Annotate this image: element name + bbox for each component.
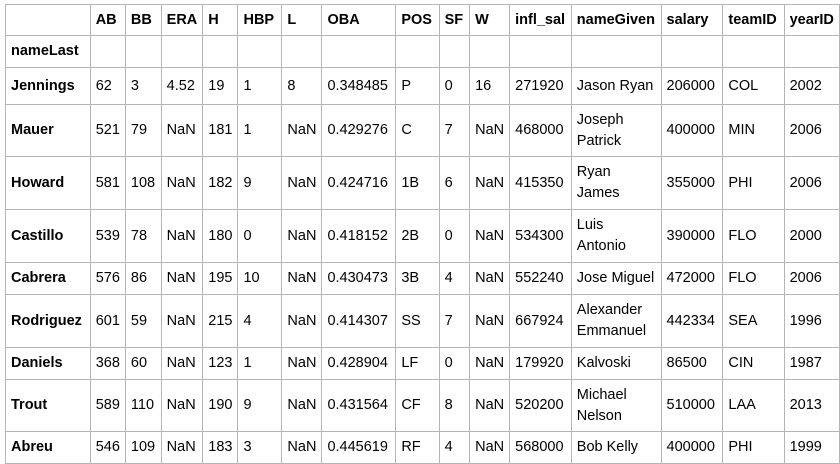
cell-w: NaN xyxy=(470,105,510,157)
cell-infl-sal: 468000 xyxy=(510,105,572,157)
cell-salary: 510000 xyxy=(661,380,723,432)
empty-cell xyxy=(784,36,839,68)
cell-yearid: 2006 xyxy=(784,157,839,210)
cell-infl-sal: 271920 xyxy=(510,68,572,105)
cell-ab: 521 xyxy=(90,105,125,157)
table-row xyxy=(6,380,840,432)
cell-pos: 1B xyxy=(396,157,439,210)
cell-sf: 4 xyxy=(439,263,470,295)
cell-teamid: PHI xyxy=(723,157,784,210)
cell-bb: 78 xyxy=(125,210,161,263)
cell-teamid: FLO xyxy=(723,263,784,295)
empty-cell xyxy=(439,36,470,68)
table-body xyxy=(6,68,840,464)
empty-cell xyxy=(90,36,125,68)
cell-l: NaN xyxy=(282,210,322,263)
column-header-salary: salary xyxy=(661,5,723,36)
column-header-h: H xyxy=(203,5,238,36)
table-row xyxy=(6,263,840,295)
cell-yearid: 1996 xyxy=(784,295,839,348)
cell-teamid: FLO xyxy=(723,210,784,263)
row-index-label: Daniels xyxy=(6,348,91,380)
row-index-label: Mauer xyxy=(6,105,91,157)
cell-l: NaN xyxy=(282,105,322,157)
cell-ab: 368 xyxy=(90,348,125,380)
cell-era: NaN xyxy=(161,263,203,295)
column-header-teamid: teamID xyxy=(723,5,784,36)
cell-bb: 60 xyxy=(125,348,161,380)
cell-hbp: 9 xyxy=(238,157,282,210)
cell-era: NaN xyxy=(161,380,203,432)
table-row xyxy=(6,105,840,157)
cell-era: NaN xyxy=(161,105,203,157)
row-index-label: Cabrera xyxy=(6,263,91,295)
table-header xyxy=(6,5,840,68)
empty-cell xyxy=(161,36,203,68)
cell-sf: 0 xyxy=(439,68,470,105)
cell-infl-sal: 552240 xyxy=(510,263,572,295)
cell-infl-sal: 568000 xyxy=(510,432,572,464)
cell-ab: 539 xyxy=(90,210,125,263)
cell-teamid: LAA xyxy=(723,380,784,432)
cell-namegiven: Luis Antonio xyxy=(571,210,661,263)
empty-cell xyxy=(238,36,282,68)
cell-w: NaN xyxy=(470,348,510,380)
cell-sf: 7 xyxy=(439,295,470,348)
column-header-infl-sal: infl_sal xyxy=(510,5,572,36)
cell-hbp: 4 xyxy=(238,295,282,348)
empty-cell xyxy=(470,36,510,68)
cell-teamid: MIN xyxy=(723,105,784,157)
cell-l: NaN xyxy=(282,263,322,295)
cell-w: NaN xyxy=(470,380,510,432)
row-index-label: Castillo xyxy=(6,210,91,263)
cell-w: NaN xyxy=(470,263,510,295)
cell-sf: 0 xyxy=(439,210,470,263)
cell-namegiven: Kalvoski xyxy=(571,348,661,380)
cell-namegiven: Jason Ryan xyxy=(571,68,661,105)
cell-namegiven: Ryan James xyxy=(571,157,661,210)
cell-teamid: CIN xyxy=(723,348,784,380)
cell-era: 4.52 xyxy=(161,68,203,105)
cell-w: NaN xyxy=(470,432,510,464)
cell-l: 8 xyxy=(282,68,322,105)
cell-oba: 0.348485 xyxy=(322,68,396,105)
cell-h: 123 xyxy=(203,348,238,380)
cell-teamid: SEA xyxy=(723,295,784,348)
empty-cell xyxy=(396,36,439,68)
cell-h: 181 xyxy=(203,105,238,157)
dataframe-table xyxy=(5,4,840,464)
cell-era: NaN xyxy=(161,432,203,464)
cell-yearid: 2002 xyxy=(784,68,839,105)
cell-hbp: 10 xyxy=(238,263,282,295)
empty-cell xyxy=(510,36,572,68)
cell-hbp: 9 xyxy=(238,380,282,432)
cell-namegiven: Bob Kelly xyxy=(571,432,661,464)
cell-hbp: 1 xyxy=(238,105,282,157)
index-name-label: nameLast xyxy=(6,36,91,68)
cell-bb: 110 xyxy=(125,380,161,432)
table-row xyxy=(6,295,840,348)
cell-hbp: 0 xyxy=(238,210,282,263)
empty-cell xyxy=(723,36,784,68)
cell-w: 16 xyxy=(470,68,510,105)
cell-ab: 62 xyxy=(90,68,125,105)
cell-h: 19 xyxy=(203,68,238,105)
cell-hbp: 3 xyxy=(238,432,282,464)
column-header-pos: POS xyxy=(396,5,439,36)
cell-yearid: 2006 xyxy=(784,263,839,295)
column-header-hbp: HBP xyxy=(238,5,282,36)
cell-h: 183 xyxy=(203,432,238,464)
cell-pos: 2B xyxy=(396,210,439,263)
cell-infl-sal: 534300 xyxy=(510,210,572,263)
cell-sf: 4 xyxy=(439,432,470,464)
column-header-namegiven: nameGiven xyxy=(571,5,661,36)
cell-salary: 472000 xyxy=(661,263,723,295)
cell-oba: 0.414307 xyxy=(322,295,396,348)
index-name-row xyxy=(6,36,840,68)
column-header-yearid: yearID xyxy=(784,5,839,36)
cell-yearid: 2000 xyxy=(784,210,839,263)
cell-oba: 0.429276 xyxy=(322,105,396,157)
cell-salary: 206000 xyxy=(661,68,723,105)
cell-h: 180 xyxy=(203,210,238,263)
cell-oba: 0.428904 xyxy=(322,348,396,380)
empty-cell xyxy=(661,36,723,68)
table-row xyxy=(6,432,840,464)
cell-ab: 576 xyxy=(90,263,125,295)
cell-yearid: 2013 xyxy=(784,380,839,432)
column-header-sf: SF xyxy=(439,5,470,36)
cell-namegiven: Alexander Emmanuel xyxy=(571,295,661,348)
empty-cell xyxy=(282,36,322,68)
cell-teamid: PHI xyxy=(723,432,784,464)
cell-salary: 400000 xyxy=(661,105,723,157)
cell-sf: 6 xyxy=(439,157,470,210)
cell-oba: 0.445619 xyxy=(322,432,396,464)
row-index-label: Abreu xyxy=(6,432,91,464)
cell-pos: LF xyxy=(396,348,439,380)
cell-pos: 3B xyxy=(396,263,439,295)
cell-salary: 442334 xyxy=(661,295,723,348)
cell-l: NaN xyxy=(282,295,322,348)
cell-l: NaN xyxy=(282,348,322,380)
cell-namegiven: Michael Nelson xyxy=(571,380,661,432)
cell-ab: 589 xyxy=(90,380,125,432)
cell-bb: 79 xyxy=(125,105,161,157)
cell-era: NaN xyxy=(161,210,203,263)
cell-sf: 8 xyxy=(439,380,470,432)
cell-l: NaN xyxy=(282,157,322,210)
header-corner xyxy=(6,5,91,36)
cell-salary: 400000 xyxy=(661,432,723,464)
cell-infl-sal: 520200 xyxy=(510,380,572,432)
cell-teamid: COL xyxy=(723,68,784,105)
cell-w: NaN xyxy=(470,210,510,263)
row-index-label: Rodriguez xyxy=(6,295,91,348)
row-index-label: Jennings xyxy=(6,68,91,105)
cell-salary: 355000 xyxy=(661,157,723,210)
cell-bb: 3 xyxy=(125,68,161,105)
table-row xyxy=(6,68,840,105)
cell-infl-sal: 415350 xyxy=(510,157,572,210)
cell-w: NaN xyxy=(470,157,510,210)
cell-sf: 7 xyxy=(439,105,470,157)
cell-salary: 390000 xyxy=(661,210,723,263)
cell-oba: 0.424716 xyxy=(322,157,396,210)
cell-oba: 0.430473 xyxy=(322,263,396,295)
cell-infl-sal: 179920 xyxy=(510,348,572,380)
column-header-era: ERA xyxy=(161,5,203,36)
cell-h: 215 xyxy=(203,295,238,348)
cell-pos: RF xyxy=(396,432,439,464)
cell-pos: C xyxy=(396,105,439,157)
cell-ab: 581 xyxy=(90,157,125,210)
cell-sf: 0 xyxy=(439,348,470,380)
empty-cell xyxy=(571,36,661,68)
cell-ab: 546 xyxy=(90,432,125,464)
empty-cell xyxy=(322,36,396,68)
column-header-ab: AB xyxy=(90,5,125,36)
cell-pos: CF xyxy=(396,380,439,432)
cell-bb: 109 xyxy=(125,432,161,464)
cell-yearid: 2006 xyxy=(784,105,839,157)
column-header-oba: OBA xyxy=(322,5,396,36)
cell-yearid: 1987 xyxy=(784,348,839,380)
column-header-row xyxy=(6,5,840,36)
column-header-l: L xyxy=(282,5,322,36)
table-row xyxy=(6,348,840,380)
row-index-label: Trout xyxy=(6,380,91,432)
cell-h: 190 xyxy=(203,380,238,432)
cell-pos: SS xyxy=(396,295,439,348)
cell-w: NaN xyxy=(470,295,510,348)
cell-oba: 0.418152 xyxy=(322,210,396,263)
cell-era: NaN xyxy=(161,157,203,210)
cell-namegiven: Jose Miguel xyxy=(571,263,661,295)
cell-era: NaN xyxy=(161,295,203,348)
table-row xyxy=(6,157,840,210)
cell-hbp: 1 xyxy=(238,68,282,105)
cell-oba: 0.431564 xyxy=(322,380,396,432)
cell-h: 195 xyxy=(203,263,238,295)
cell-era: NaN xyxy=(161,348,203,380)
cell-pos: P xyxy=(396,68,439,105)
table-row xyxy=(6,210,840,263)
cell-ab: 601 xyxy=(90,295,125,348)
cell-bb: 59 xyxy=(125,295,161,348)
cell-l: NaN xyxy=(282,380,322,432)
cell-namegiven: Joseph Patrick xyxy=(571,105,661,157)
cell-h: 182 xyxy=(203,157,238,210)
cell-salary: 86500 xyxy=(661,348,723,380)
empty-cell xyxy=(203,36,238,68)
empty-cell xyxy=(125,36,161,68)
cell-yearid: 1999 xyxy=(784,432,839,464)
cell-bb: 86 xyxy=(125,263,161,295)
cell-bb: 108 xyxy=(125,157,161,210)
row-index-label: Howard xyxy=(6,157,91,210)
cell-hbp: 1 xyxy=(238,348,282,380)
column-header-w: W xyxy=(470,5,510,36)
cell-l: NaN xyxy=(282,432,322,464)
column-header-bb: BB xyxy=(125,5,161,36)
cell-infl-sal: 667924 xyxy=(510,295,572,348)
